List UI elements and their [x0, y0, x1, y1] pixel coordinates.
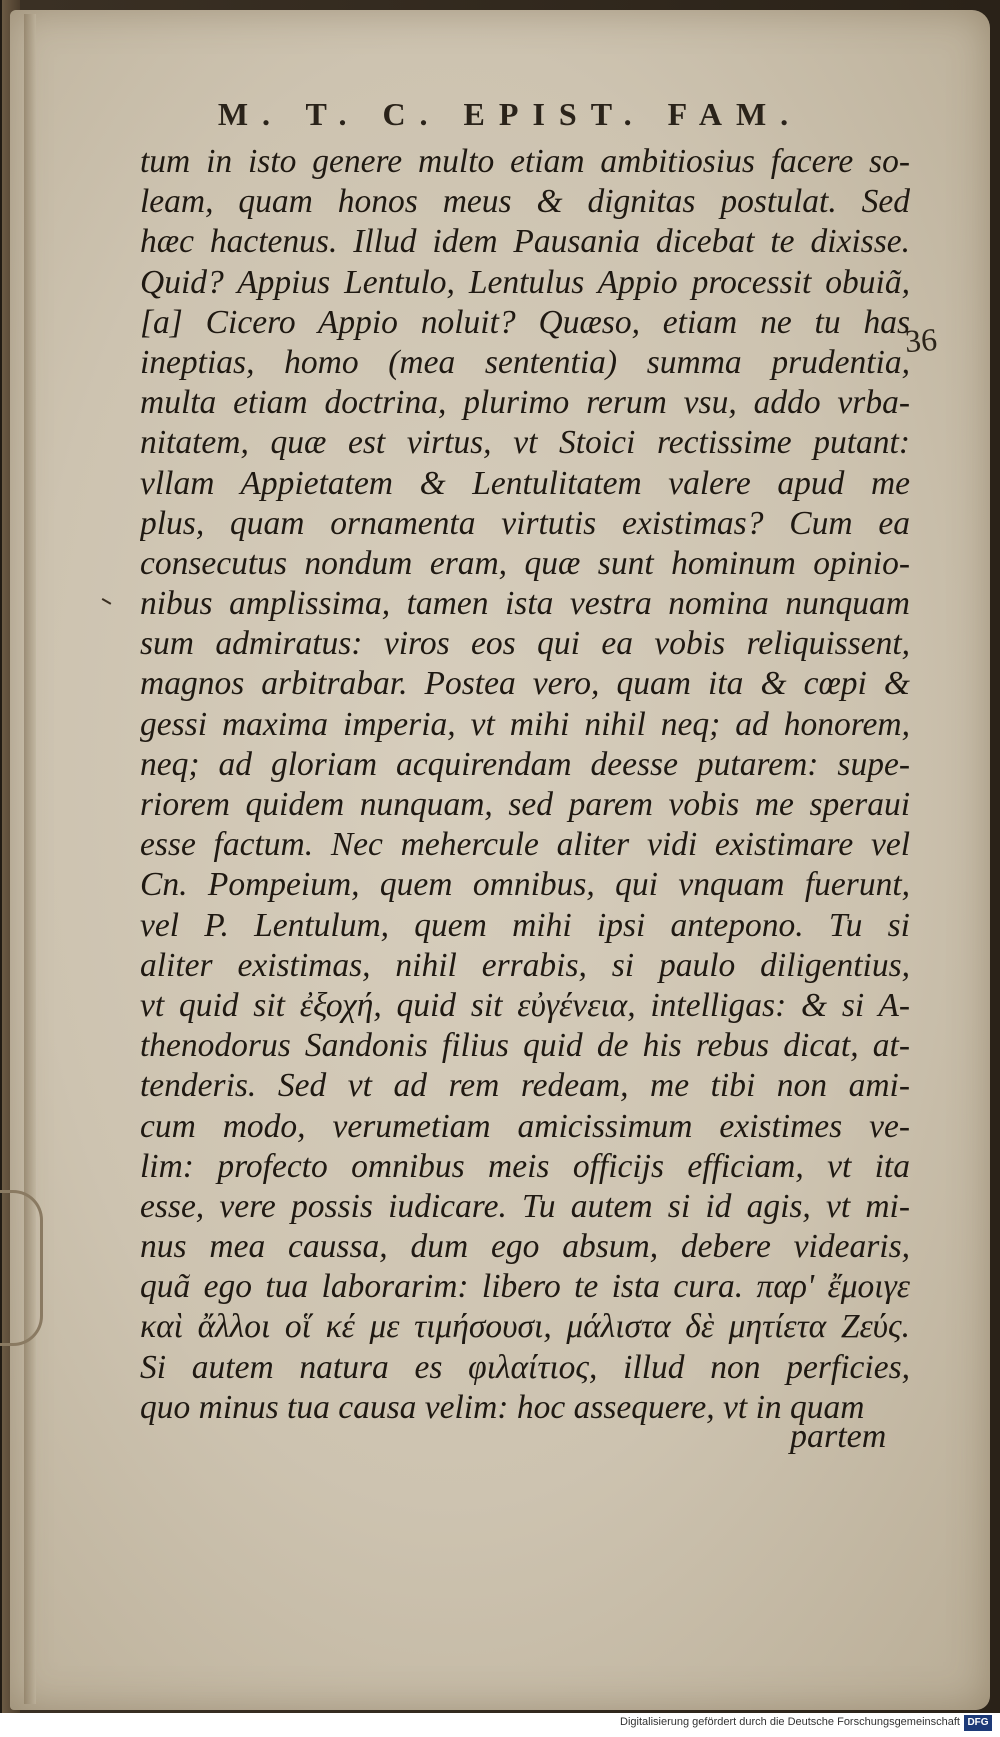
- text-line: aliter existimas, nihil errabis, si paulo diligentius,: [140, 946, 910, 984]
- text-line: neq; ad gloriam acquirendam deesse putarem: supe-: [140, 745, 910, 783]
- text-line: leam, quam honos meus & dignitas postulat. Sed: [140, 183, 910, 221]
- text-line: quo minus tua causa velim: hoc assequere, vt in quam: [140, 1388, 865, 1426]
- text-line: nus mea caussa, dum ego absum, debere videaris,: [140, 1228, 910, 1266]
- page-gutter-edge: [24, 14, 36, 1704]
- text-line: [a] Cicero Appio noluit? Quæso, etiam ne tu has: [140, 303, 910, 341]
- text-line: ineptias, homo (mea sententia) summa prudentia,: [140, 343, 910, 381]
- text-line: vllam Appietatem & Lentulitatem valere apud me: [140, 464, 910, 502]
- text-line: lim: profecto omnibus meis officijs efficiam, vt ita: [140, 1147, 910, 1185]
- text-line: esse, vere possis iudicare. Tu autem si id agis, vt mi-: [140, 1187, 910, 1225]
- text-line: vel P. Lentulum, quem mihi ipsi antepono. Tu si: [140, 906, 910, 944]
- text-line: magnos arbitrabar. Postea vero, quam ita & cœpi &: [140, 665, 910, 703]
- text-line: sum admiratus: viros eos qui ea vobis reliquissent,: [140, 625, 910, 663]
- binding-string: [0, 1190, 43, 1346]
- text-line: καὶ ἄλλοι οἵ κέ με τιμήσουσι, μάλιστα δὲ μητίετα Ζεύς.: [140, 1308, 910, 1346]
- margin-folio-number: 36: [903, 320, 939, 360]
- text-line: consecutus nondum eram, quæ sunt hominum opinio-: [140, 544, 910, 582]
- text-line: plus, quam ornamenta virtutis existimas? Cum ea: [140, 504, 910, 542]
- text-line: Si autem natura es φιλαίτιος, illud non perficies,: [140, 1348, 910, 1386]
- text-line: riorem quidem nunquam, sed parem vobis me speraui: [140, 786, 910, 823]
- text-line: nitatem, quæ est virtus, vt Stoici rectissime putant:: [140, 424, 910, 462]
- text-line: thenodorus Sandonis filius quid de his rebus dicat, at-: [140, 1027, 910, 1065]
- text-line: hæc hactenus. Illud idem Pausania dicebat te dixisse.: [140, 223, 910, 261]
- text-line: multa etiam doctrina, plurimo rerum vsu, addo vrba-: [140, 384, 910, 422]
- digitization-credit: Digitalisierung gefördert durch die Deutsche Forschungsgemeinschaft: [620, 1716, 960, 1728]
- dfg-logo: DFG: [964, 1715, 992, 1731]
- text-line: gessi maxima imperia, vt mihi nihil neq; ad honorem,: [140, 705, 910, 743]
- text-line: tenderis. Sed vt ad rem redeam, me tibi non ami-: [140, 1067, 910, 1105]
- text-line: esse factum. Nec mehercule aliter vidi existimare vel: [140, 826, 910, 864]
- body-text: [140, 142, 910, 1428]
- catchword: partem: [790, 1418, 887, 1455]
- text-line: Quid? Appius Lentulo, Lentulus Appio processit obuiã,: [140, 263, 910, 301]
- text-line: cum modo, verumetiam amicissimum existimes ve-: [140, 1107, 910, 1145]
- text-line: vt quid sit ἐξοχή, quid sit εὐγένεια, intelligas: & si A-: [140, 986, 910, 1024]
- text-line: Cn. Pompeium, quem omnibus, qui vnquam fuerunt,: [140, 866, 910, 904]
- running-head: M. T. C. EPIST. FAM.: [217, 96, 803, 132]
- text-line: quã ego tua laborarim: libero te ista cura. παρ' ἔμοιγε: [140, 1268, 910, 1306]
- text-line: tum in isto genere multo etiam ambitiosius facere so-: [140, 143, 910, 180]
- text-line: nibus amplissima, tamen ista vestra nomina nunquam: [140, 585, 910, 623]
